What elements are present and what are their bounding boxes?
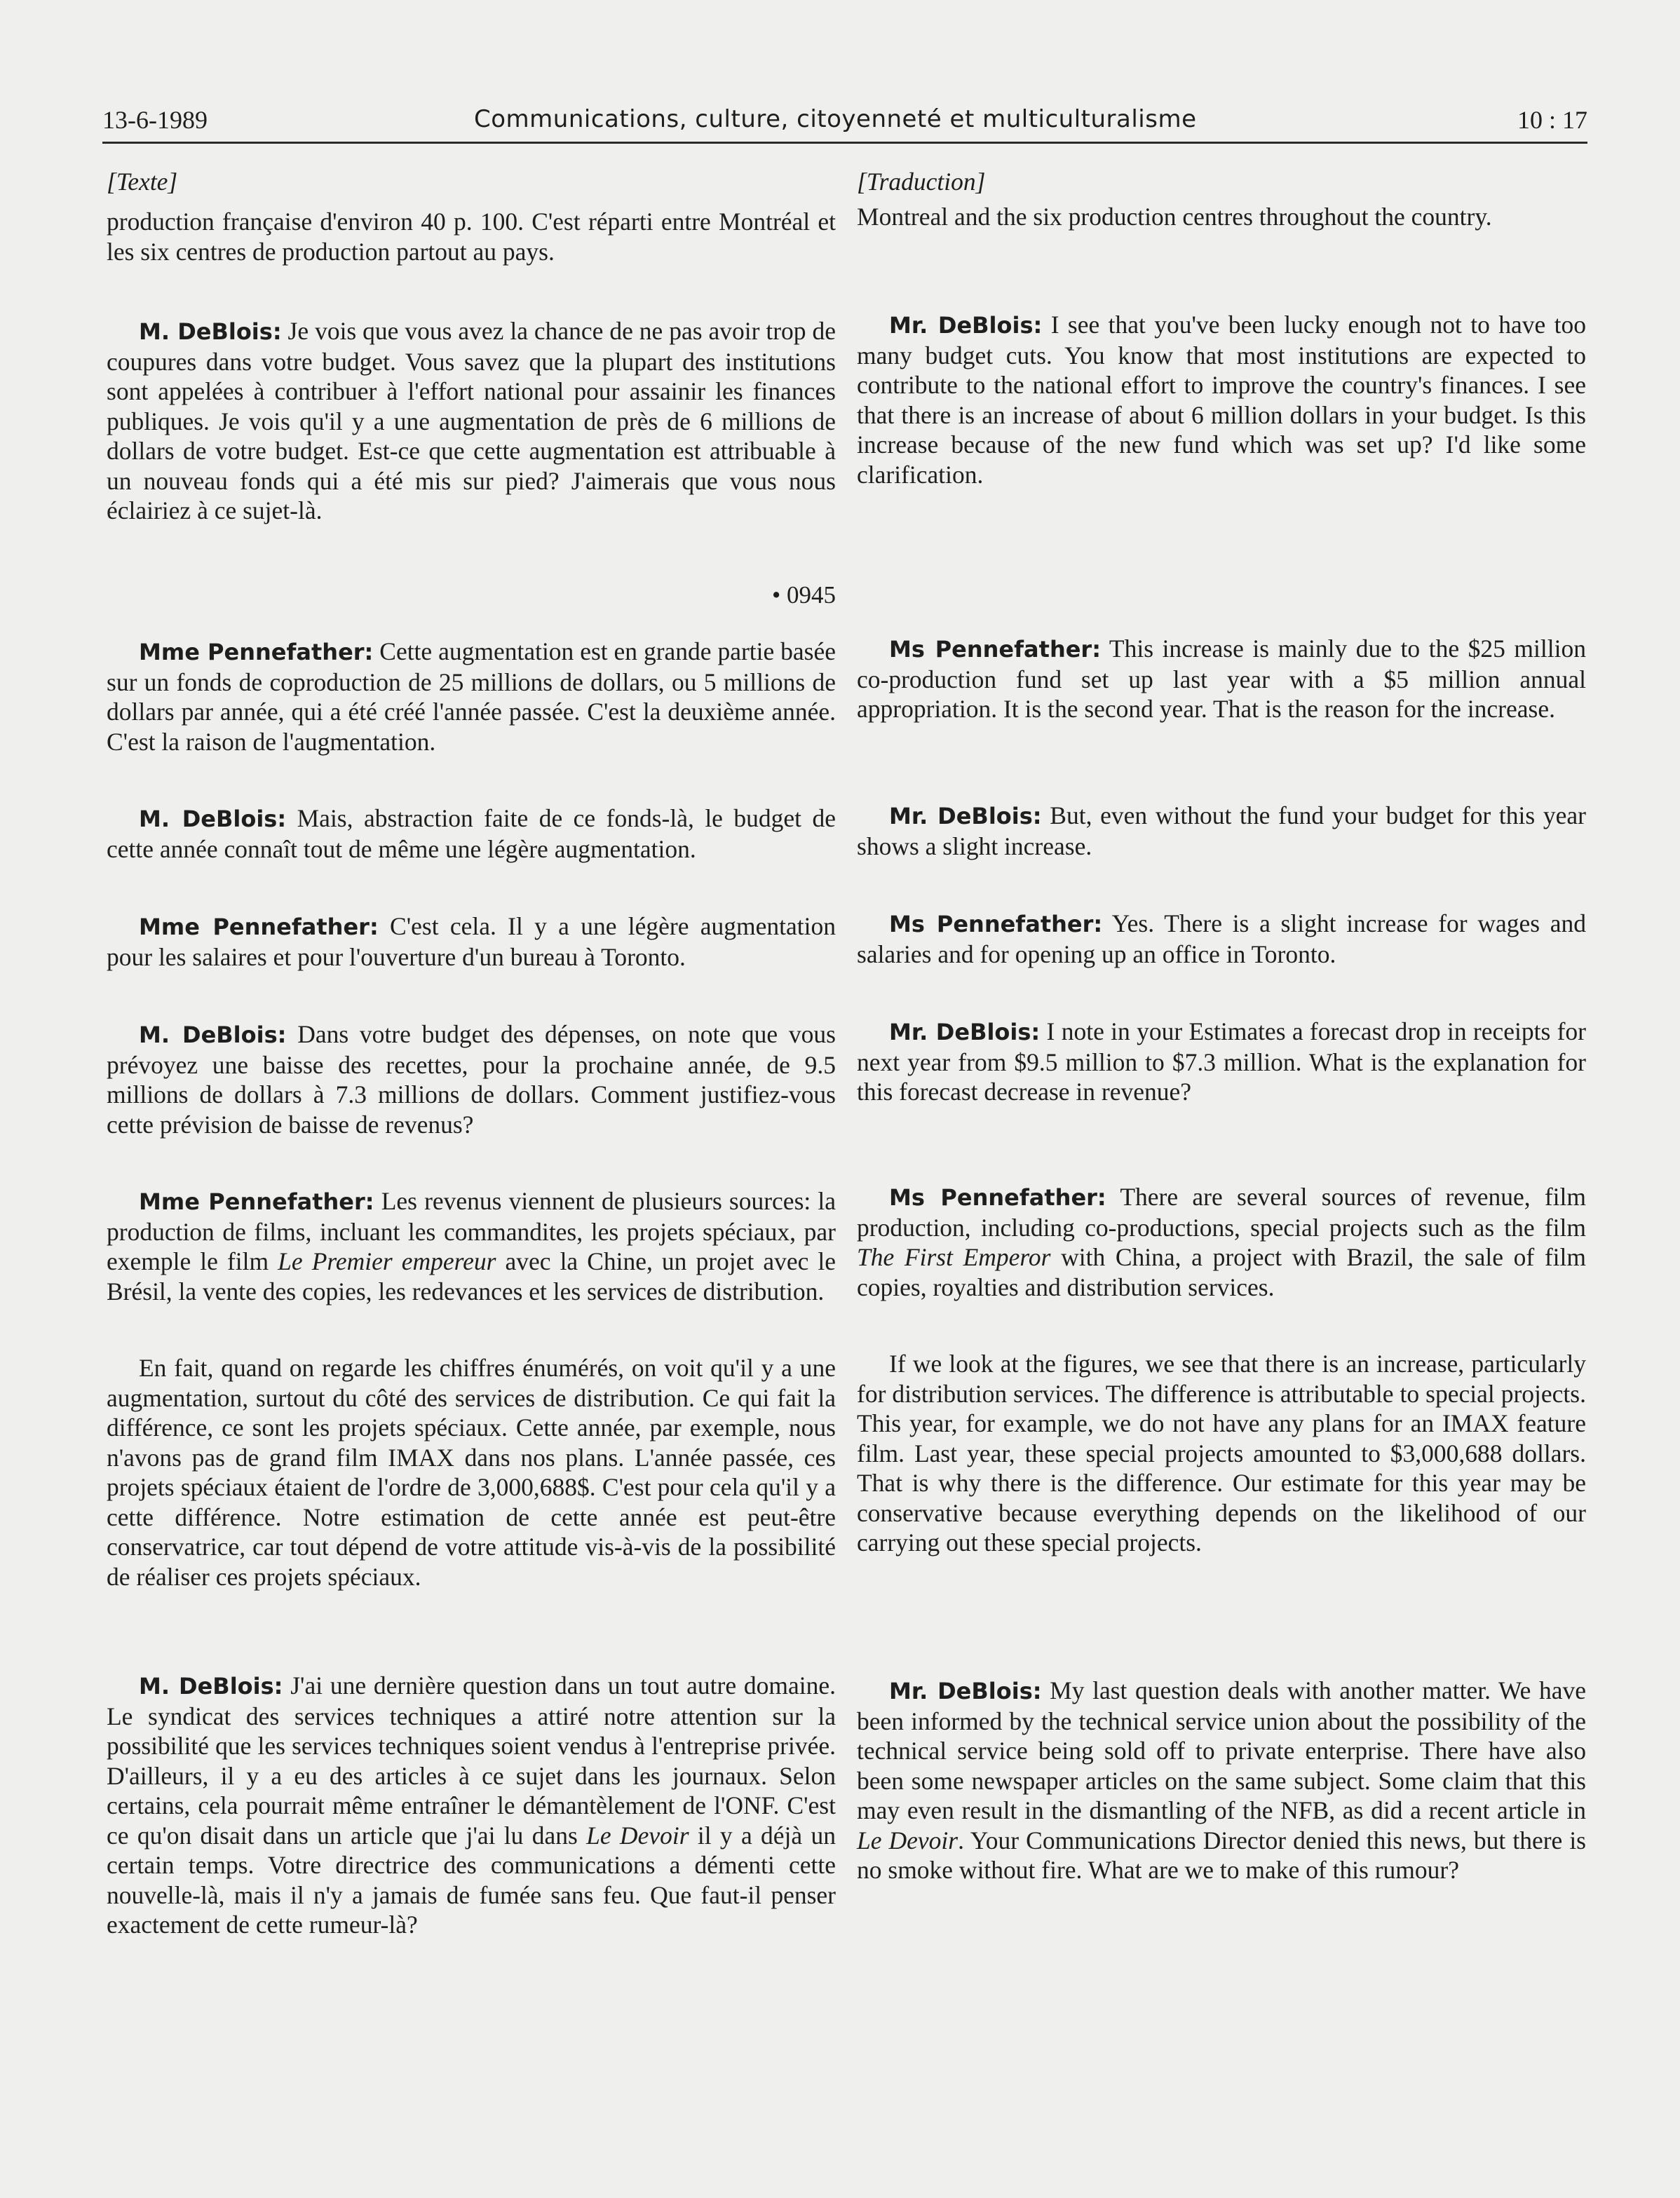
paragraph: production française d'environ 40 p. 100. C'est réparti entre Montréal et les six centres de production partout au pays. [107,208,836,266]
paragraph [107,1671,836,1940]
paragraph [107,1019,836,1139]
header-page-number: 10 : 17 [1517,106,1587,134]
paragraph [857,1676,1586,1885]
speech-text: with China, a project with Brazil, the sale of film copies, royalties and distribution services. [857,1243,1586,1301]
speaker-name: Ms Pennefather: [889,911,1103,937]
speaker-name: Mme Pennefather: [139,1188,374,1215]
speaker-name: M. DeBlois: [139,806,287,832]
speaker-name: M. DeBlois: [139,1673,283,1700]
paragraph [857,909,1586,969]
speaker-name: M. DeBlois: [139,318,282,345]
speech-text: There are several sources of revenue, film production, including co-productions, special projects such as the film [857,1183,1587,1242]
paragraph [107,316,836,526]
speaker-name: Mr. DeBlois: [889,1678,1042,1704]
paragraph: If we look at the figures, we see that there is an increase, particularly for distribution services. The difference is attributable to special projects. This year, for example, we do not have any plans for an IMAX feature film. Last year, these special projects amounted to $3,000,688 dollars. That is why there is the difference. Our estimate for this year may be conservative because everything depends on the likelihood of our carrying out these special projects. [857,1350,1586,1556]
speaker-name: Ms Pennefather: [889,1184,1106,1211]
paragraph [107,803,836,864]
speech-text: C'est cela. Il y a une légère augmentation pour les salaires et pour l'ouverture d'un bureau à Toronto. [107,912,836,971]
paragraph [107,1186,836,1306]
speech-text: But, even without the fund your budget for this year shows a slight increase. [857,801,1586,860]
header-date: 13-6-1989 [102,106,208,134]
paragraph [107,911,836,972]
speaker-name: Mr. DeBlois: [889,803,1042,829]
speaker-name: Mme Pennefather: [139,639,374,665]
speech-text: I note in your Estimates a forecast drop in receipts for next year from $9.5 million to $7.3 million. What is the explanation for this forecast decrease in revenue? [857,1017,1587,1106]
film-title: Le Premier empereur [278,1247,496,1275]
film-title: The First Emperor [857,1243,1051,1271]
speech-text: Yes. There is a slight increase for wages and salaries and for opening up an office in Toronto. [857,909,1587,968]
speech-text: Les revenus viennent de plusieurs sources: la production de films, incluant les commandites, les projets spéciaux, par exemple le film [107,1187,836,1275]
speech-text: Je vois que vous avez la chance de ne pas avoir trop de coupures dans votre budget. Vous savez que la plupart des institutions sont appelées à contribuer à l'effort national pour assainir les finances publiques. Je vois qu'il y a une augmentation de près de 6 millions de dollars de votre budget. Est-ce que cette augmentation est attribuable à un nouveau fonds qui a été mis sur pied? J'aimerais que vous nous éclairiez à ce sujet-là. [107,317,836,524]
speech-text: il y a déjà un certain temps. Votre directrice des communications a démenti cette nouvelle-là, mais il n'y a jamais de fumée sans feu. Que faut-il penser exactement de cette rumeur-là? [107,1821,836,1939]
paragraph [857,1017,1586,1107]
speech-text: . Your Communications Director denied this news, but there is no smoke without fire. What are we to make of this rumour? [857,1826,1586,1884]
speaker-name: Mr. DeBlois: [889,1019,1041,1045]
paragraph [857,310,1586,489]
speech-text: I see that you've been lucky enough not to have too many budget cuts. You know that most institutions are expected to contribute to the national effort to improve the country's finances. I see that there is an increase of about 6 million dollars in your budget. Is this increase because of the new fund which was set up? I'd like some clarification. [857,311,1587,489]
newspaper-title: Le Devoir [857,1826,958,1854]
page-header [102,105,1587,144]
speech-text: My last question deals with another matter. We have been informed by the technical service union about the possibility of the technical service being sold off to private enterprise. There have also been some newspaper articles on the same subject. Some claim that this may even result in the dismantling of the NFB, as did a recent article in [857,1676,1587,1824]
paragraph [857,1182,1586,1302]
paragraph: En fait, quand on regarde les chiffres énumérés, on voit qu'il y a une augmentation, surtout du côté des services de distribution. Ce qui fait la différence, ce sont les projets spéciaux. Cette année, par exemple, nous n'avons pas de grand film IMAX dans nos plans. L'année passée, ces projets spéciaux étaient de l'ordre de 3,000,688$. C'est pour cela qu'il y a cette différence. Notre estimation de cette année est peut-être conservatrice, car tout dépend de votre attitude vis-à-vis de la possibilité de réaliser ces projets spéciaux. [107,1354,836,1591]
column-tag: [Texte] [107,168,178,196]
header-title: Communications, culture, citoyenneté et multiculturalisme [474,105,1197,133]
speaker-name: Mr. DeBlois: [889,312,1043,339]
speech-text: Dans votre budget des dépenses, on note que vous prévoyez une baisse des recettes, pour la prochaine année, de 9.5 millions de dollars à 7.3 millions de dollars. Comment justifiez-vous cette prévision de baisse de revenus? [107,1020,836,1139]
speech-text: Mais, abstraction faite de ce fonds-là, le budget de cette année connaît tout de même une légère augmentation. [107,804,836,863]
speaker-name: M. DeBlois: [139,1022,287,1048]
column-tag: [Traduction] [857,168,986,196]
paragraph: Montreal and the six production centres throughout the country. [857,203,1492,231]
speech-text: J'ai une dernière question dans un tout autre domaine. Le syndicat des services techniques a attiré notre attention sur la possibilité que les services techniques soient vendus à l'entreprise privée. D'ailleurs, il y a eu des articles à ce sujet dans les journaux. Selon certains, cela pourrait même entraîner le démantèlement de l'ONF. C'est ce qu'on disait dans un article que j'ai lu dans [107,1671,836,1850]
newspaper-title: Le Devoir [586,1821,689,1850]
speech-text: Cette augmentation est en grande partie basée sur un fonds de coproduction de 25 millions de dollars, ou 5 millions de dollars par année, qui a été créé l'année passée. C'est la deuxième année. C'est la raison de l'augmentation. [107,637,836,756]
speaker-name: Ms Pennefather: [889,636,1101,663]
timestamp: • 0945 [771,581,836,609]
speech-text: avec la Chine, un projet avec le Brésil, la vente des copies, les redevances et les services de distribution. [107,1247,836,1305]
paragraph [107,637,836,757]
speech-text: This increase is mainly due to the $25 million co-production fund set up last year with a $5 million annual appropriation. It is the second year. That is the reason for the increase. [857,635,1586,723]
paragraph [857,801,1586,861]
speaker-name: Mme Pennefather: [139,914,379,940]
paragraph [857,634,1586,724]
